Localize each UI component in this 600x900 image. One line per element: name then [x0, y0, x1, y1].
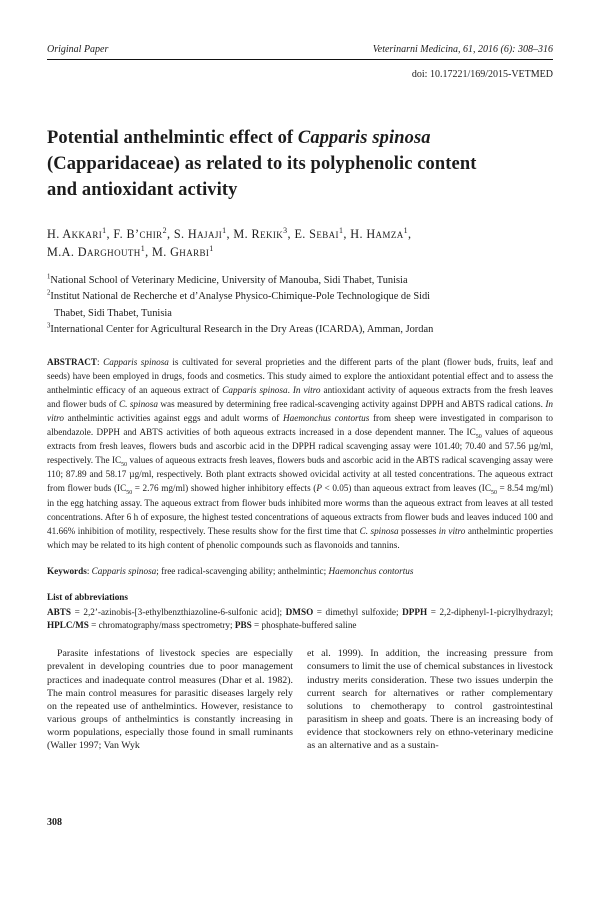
left-column — [47, 647, 293, 752]
header-rule — [47, 59, 553, 60]
affiliations — [47, 273, 553, 338]
paper-title: Potential anthelmintic effect of Capparis spinosa (Capparidaceae) as related to its polyphenolic content and antioxidant activity — [47, 128, 477, 200]
body-columns — [47, 647, 553, 752]
abbreviations-text: ABTS = 2,2’-azinobis-[3-ethylbenzthiazoline-6-sulfonic acid]; DMSO = dimethyl sulfoxide; DPPH = 2,2-diphenyl-1-picrylhydrazyl; HPLC/MS = chromatography/mass spectrometry; PBS = phosphate-buffered saline — [47, 606, 553, 631]
doi-line: doi: 10.17221/169/2015-VETMED — [411, 69, 553, 80]
affiliation-item: $^1$National School of Veterinary Medicine, University of Manouba, Sidi Thabet, Tunisia — [47, 273, 408, 287]
paper-type-label: Original Paper — [47, 44, 109, 55]
page-number: 308 — [47, 817, 62, 828]
right-column — [307, 647, 553, 752]
authors-line: H. Akkari$^1$, F. B’chir$^2$, S. Hajaji$^1$, M. Rekik$^3$, E. Sebai$^1$, H. Hamza$^1$, M.A. Darghouth$^1$, M. Gharbi$^1$ — [47, 225, 412, 259]
affiliation-item: $^3$International Center for Agricultural Research in the Dry Areas (ICARDA), Amman, Jordan — [47, 322, 434, 335]
journal-citation: Veterinarni Medicina, 61, 2016 (6): 308–316 — [372, 44, 553, 55]
abstract-paragraph: ABSTRACT: Capparis spinosa is cultivated for several proprieties and the different parts of the plant (flower buds, fruits, leaf and seeds) have been employed in drugs, foods and cosmetics. This study aimed to explore the antioxidant potential effect and to assess the anthelmintic efficacy of an aqueous extract of Capparis spinosa. In vitro antioxidant activity of aqueous extracts from the fresh leaves and flower buds of C. spinosa was measured by determining free radical-scavenging activity against DPPH and ABTS radical cations. In vitro anthelmintic activities against eggs and adult worms of Haemonchus contortus from sheep were investigated in comparison to albendazole. DPPH and ABTS activities of both aqueous extracts increased in a dose dependent manner. The $IC_{50}$ values of aqueous extracts from fresh leaves, flowers buds and ascorbic acid in the DPPH radical scavenging assay were 101.40; 70.40 and 57.56 µg/ml, respectively. The $IC_{50}$ values of aqueous extracts fresh leaves, flowers buds and ascorbic acid in the ABTS radical scavenging assay were 110; 87.89 and 58.17 µg/ml, respectively. Both plant extracts showed ovicidal activity at all tested concentrations. The aqueous extract from flower buds ($IC_{50} = 2.76$ mg/ml) showed higher inhibitory effects (P < 0.05) than aqueous extract from leaves ($IC_{50} = 8.54$ mg/ml) in the egg hatching assay. The aqueous extract from flower buds inhibited more worms than the aqueous extract from leaves at all tested concentrations. After 6 h of exposure, the highest tested concentrations of aqueous extracts from flower buds and leaves induced 100 and 41.66% inhibition of motility, respectively. These results show for the first time that C. spinosa possesses in vitro anthelmintic properties which may be related to its high content of phenolic compounds such as flavonoids and tannins. — [47, 356, 554, 550]
journal-header — [47, 44, 553, 55]
keywords-line: Keywords: Capparis spinosa; free radical-scavenging ability; anthelmintic; Haemonchus contortus — [47, 565, 414, 576]
body-paragraph-left: Parasite infestations of livestock species are especially prevalent in developing countries due to poor management practices and inadequate control measures (Dhar et al. 1982). The main control measures for parasitic diseases largely rely on the repeated use of anthelmintics. However, resistance to various groups of anthelmintics is constantly increasing in worm populations, especially those found in small ruminants (Waller 1997; Van Wyk — [47, 648, 293, 752]
affiliation-item: $^2$Institut National de Recherche et d’Analyse Physico-Chimique-Pole Technologique de Sidi Thabet, Sidi Thabet, Tunisia — [47, 289, 431, 319]
body-paragraph-right: et al. 1999). In addition, the increasing pressure from consumers to limit the use of chemical substances in livestock industry merits consideration. These two issues underpin the current search for alternatives or rather complementary solutions to chemotherapy to control gastrointestinal parasitism in sheep and goats. There is an increasing body of evidence that stockowners rely on ethno-veterinary medicine as an alternative and as a sustain- — [307, 648, 553, 752]
abbreviations-heading: List of abbreviations — [47, 591, 128, 602]
